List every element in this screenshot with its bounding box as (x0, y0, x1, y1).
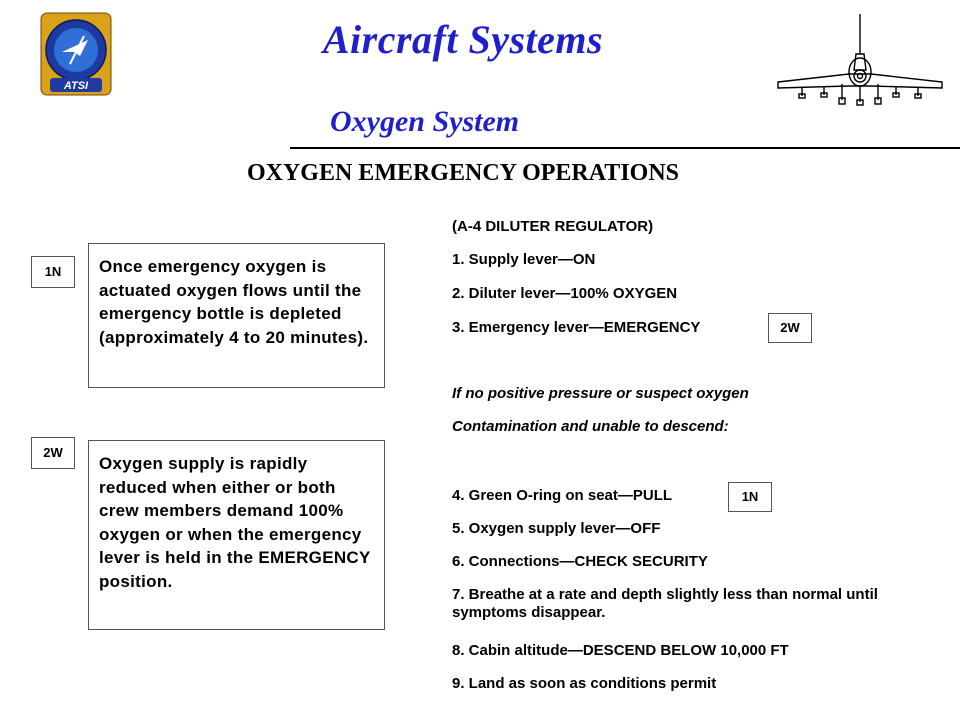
condition-line-1: If no positive pressure or suspect oxygen (452, 385, 749, 402)
condition-line-2: Contamination and unable to descend: (452, 418, 729, 435)
logo-text: ATSI (63, 80, 89, 92)
step-6: 6. Connections—CHECK SECURITY (452, 553, 708, 570)
note-2-text: Oxygen supply is rapidly reduced when either or both crew members demand 100% oxygen or when the emergency lever is held in the EMERGENCY position. (99, 454, 371, 591)
note-2-box (88, 440, 385, 630)
step-4: 4. Green O-ring on seat—PULL (452, 487, 673, 504)
note-1-tag: 1N (31, 256, 75, 288)
step-5: 5. Oxygen supply lever—OFF (452, 520, 661, 537)
step-4-tag: 1N (728, 482, 772, 512)
step-3: 3. Emergency lever—EMERGENCY (452, 319, 701, 336)
app-title: Aircraft Systems (322, 17, 604, 62)
page-heading: OXYGEN EMERGENCY OPERATIONS (246, 160, 680, 186)
note-1-box (88, 243, 385, 388)
title-divider (290, 147, 960, 149)
step-9: 9. Land as soon as conditions permit (452, 675, 717, 692)
regulator-label: (A-4 DILUTER REGULATOR) (452, 218, 654, 235)
step-8: 8. Cabin altitude—DESCEND BELOW 10,000 FT (452, 642, 789, 659)
note-1-text: Once emergency oxygen is actuated oxygen flows until the emergency bottle is depleted (approximately 4 to 20 minutes). (99, 257, 369, 347)
step-2: 2. Diluter lever—100% OXYGEN (452, 285, 678, 302)
step-7: 7. Breathe at a rate and depth slightly less than normal until symptoms disappear. (452, 586, 878, 621)
step-1: 1. Supply lever—ON (452, 251, 596, 268)
section-title: Oxygen System (330, 105, 520, 138)
aircraft-icon (772, 10, 948, 110)
step-3-tag: 2W (768, 313, 812, 343)
note-2-tag: 2W (31, 437, 75, 469)
